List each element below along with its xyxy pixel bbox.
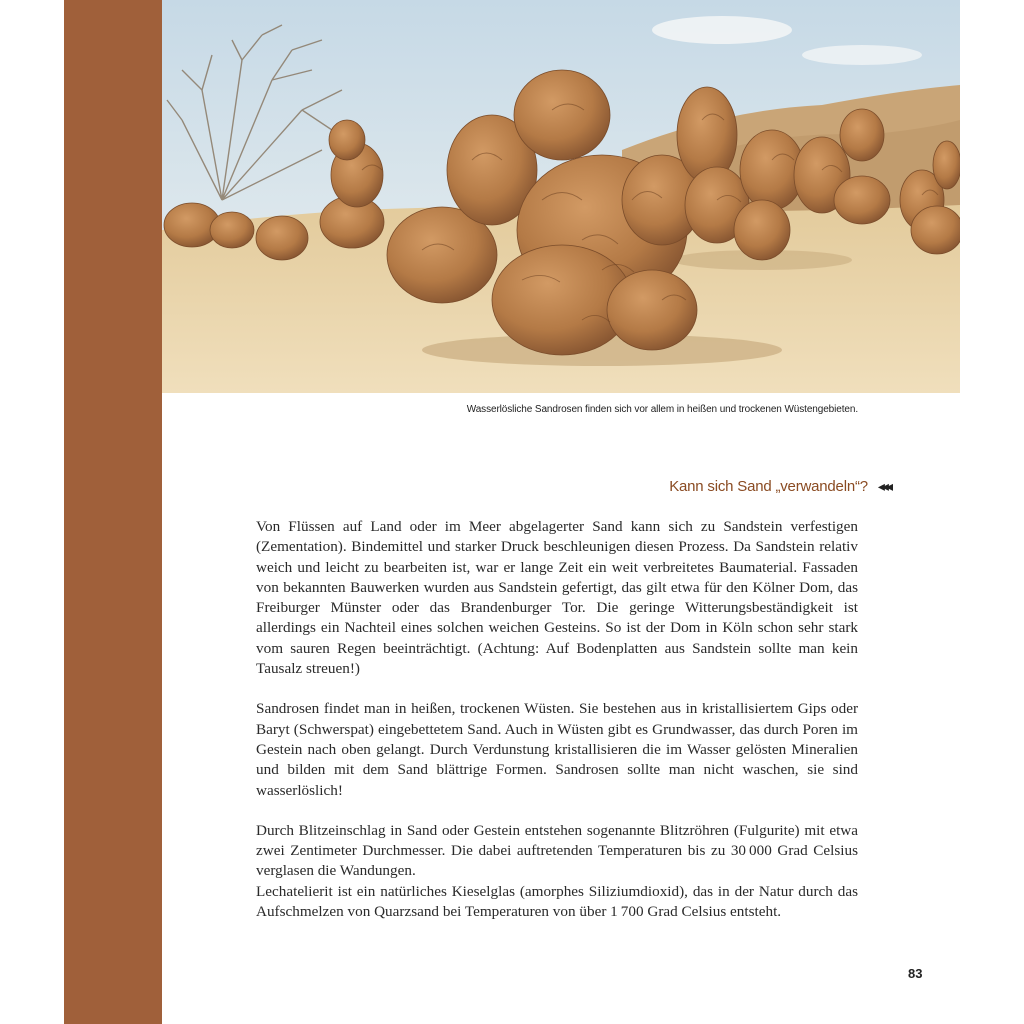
paragraph-sandrosen: Sandrosen findet man in heißen, trockenen Wüsten. Sie bestehen aus in kristallisiertem Gips oder Baryt (Schwerspat) eingebettetem Sand. Auch in Wüsten gibt es Grundwasser, das durch Poren im Gestein nach oben gelangt. Durch Verdunstung kristallisieren die im Wasser gelösten Mineralien und bilden mit dem Sand blättrige Formen. Sandrosen sollte man nicht waschen, sie sind wasserlöslich! [256, 700, 858, 799]
paragraph-lechatelierit: Lechatelierit ist ein natürliches Kieselglas (amorphes Siliziumdioxid), das in der Natur durch das Aufschmelzen von Quarzsand bei Temperaturen von über 1 700 Grad Celsius entsteht. [256, 882, 858, 921]
section-heading-text: Kann sich Sand „verwandeln“? [669, 478, 868, 495]
body-text [256, 517, 858, 922]
paragraph-fulgurite: Durch Blitzeinschlag in Sand oder Gestein entstehen sogenannte Blitzröhren (Fulgurite) mit etwa zwei Zentimeter Durchmesser. Die dabei auftretenden Temperaturen bis zu 30 000 Grad Celsius verglasen die Wandungen. [256, 821, 858, 880]
page-number: 83 [908, 966, 923, 981]
photo-caption: Wasserlösliche Sandrosen finden sich vor allem in heißen und trockenen Wüstengebieten. [466, 404, 858, 415]
section-heading [669, 478, 890, 495]
side-color-bar [64, 0, 162, 1024]
photo-illustration [162, 0, 960, 393]
double-arrow-left-icon: ◂◂◂ [877, 478, 890, 494]
paragraph-sandstein: Von Flüssen auf Land oder im Meer abgelagerter Sand kann sich zu Sandstein verfestigen (Zementation). Bindemittel und starker Druck beschleunigen diesen Prozess. Da Sandstein relativ weich und leicht zu bearbeiten ist, war er lange Zeit ein weit verbreitetes Baumaterial. Fassaden von bekannten Bauwerken wurden aus Sandstein gefertigt, das gilt etwa für den Kölner Dom, das Freiburger Münster oder das Brandenburger Tor. Die geringe Witterungsbeständigkeit ist allerdings ein Nachteil eines solchen weichen Gesteins. So ist der Dom in Köln schon sehr stark vom sauren Regen beeinträchtigt. (Achtung: Auf Bodenplatten aus Sandstein sollte man kein Tausalz streuen!) [256, 518, 858, 678]
desert-sand-roses-photo [162, 0, 960, 393]
